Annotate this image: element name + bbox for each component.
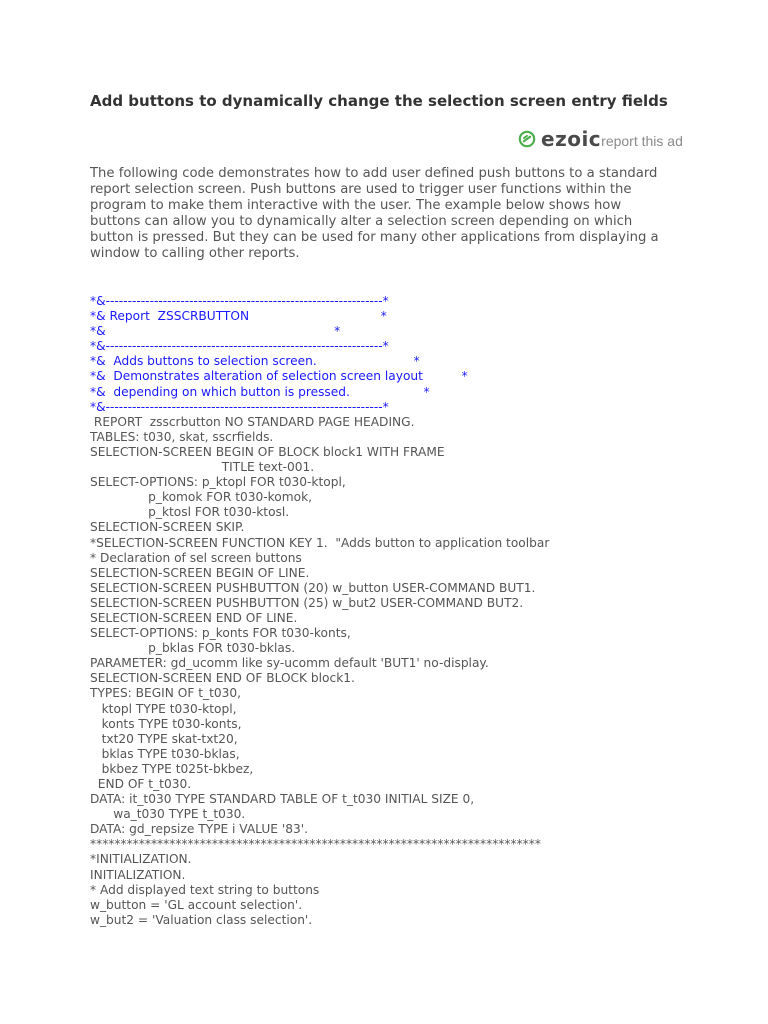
code-line: ************************************************************************** xyxy=(90,837,541,852)
code-comment-line: *& * xyxy=(90,324,341,339)
code-line: INITIALIZATION. xyxy=(90,867,186,882)
code-line: w_but2 = 'Valuation class selection'. xyxy=(90,912,313,927)
code-line: TABLES: t030, skat, sscrfields. xyxy=(90,429,274,444)
code-comment-line: *& Adds buttons to selection screen. * xyxy=(90,354,420,369)
code-line: DATA: it_t030 TYPE STANDARD TABLE OF t_t030 INITIAL SIZE 0, xyxy=(90,792,475,807)
code-comment-line: *&---------------------------------------------------------------* xyxy=(90,399,389,414)
intro-paragraph xyxy=(90,166,690,262)
code-listing xyxy=(90,294,549,928)
code-line: PARAMETER: gd_ucomm like sy-ucomm default 'BUT1' no-display. xyxy=(90,656,489,671)
code-line: * Add displayed text string to buttons xyxy=(90,882,320,897)
code-line: SELECTION-SCREEN END OF BLOCK block1. xyxy=(90,671,355,686)
code-line: bkbez TYPE t025t-bkbez, xyxy=(90,761,254,776)
code-line: SELECTION-SCREEN PUSHBUTTON (25) w_but2 USER-COMMAND BUT2. xyxy=(90,595,524,610)
code-line: SELECTION-SCREEN BEGIN OF LINE. xyxy=(90,565,310,580)
intro-line: window to calling other reports. xyxy=(90,246,300,261)
code-comment-line: *& Report ZSSCRBUTTON * xyxy=(90,309,387,324)
intro-line: buttons can allow you to dynamically alter a selection screen depending on which xyxy=(90,214,633,229)
page-title: Add buttons to dynamically change the selection screen entry fields xyxy=(90,92,668,110)
code-line: w_button = 'GL account selection'. xyxy=(90,897,303,912)
ad-brand: ezoic xyxy=(541,127,602,151)
code-line: p_bklas FOR t030-bklas. xyxy=(90,641,296,656)
code-line: wa_t030 TYPE t_t030. xyxy=(90,807,246,822)
code-line: END OF t_t030. xyxy=(90,777,192,791)
intro-line: report selection screen. Push buttons are used to trigger user functions within the xyxy=(90,182,632,197)
code-line: SELECTION-SCREEN SKIP. xyxy=(90,520,245,535)
ezoic-logo-icon xyxy=(518,130,536,148)
code-line: TYPES: BEGIN OF t_t030, xyxy=(90,686,242,701)
code-line: SELECT-OPTIONS: p_ktopl FOR t030-ktopl, xyxy=(90,475,346,490)
code-comment-line: *& Demonstrates alteration of selection screen layout * xyxy=(90,369,468,384)
code-line: p_komok FOR t030-komok, xyxy=(90,490,313,505)
code-line: SELECTION-SCREEN BEGIN OF BLOCK block1 WITH FRAME xyxy=(90,444,445,459)
intro-line: button is pressed. But they can be used for many other applications from displaying a xyxy=(90,230,659,245)
intro-line: The following code demonstrates how to add user defined push buttons to a standard xyxy=(90,166,658,181)
code-line: konts TYPE t030-konts, xyxy=(90,716,242,731)
code-line: SELECT-OPTIONS: p_konts FOR t030-konts, xyxy=(90,626,351,641)
code-line: REPORT zsscrbutton NO STANDARD PAGE HEADING. xyxy=(90,414,415,429)
code-line: ktopl TYPE t030-ktopl, xyxy=(90,701,237,716)
code-line: TITLE text-001. xyxy=(90,460,315,475)
code-comment-line: *&---------------------------------------------------------------* xyxy=(90,294,389,308)
code-line: SELECTION-SCREEN END OF LINE. xyxy=(90,610,298,625)
ad-attribution[interactable] xyxy=(518,128,683,150)
code-line: *SELECTION-SCREEN FUNCTION KEY 1. "Adds button to application toolbar xyxy=(90,535,550,550)
code-line: DATA: gd_repsize TYPE i VALUE '83'. xyxy=(90,822,308,837)
code-comment-line: *&---------------------------------------------------------------* xyxy=(90,339,389,354)
code-line: p_ktosl FOR t030-ktosl. xyxy=(90,505,290,520)
code-line: bklas TYPE t030-bklas, xyxy=(90,746,240,761)
code-line: *INITIALIZATION. xyxy=(90,852,192,867)
code-line: txt20 TYPE skat-txt20, xyxy=(90,731,238,746)
intro-line: program to make them interactive with the user. The example below shows how xyxy=(90,198,622,213)
code-line: SELECTION-SCREEN PUSHBUTTON (20) w_button USER-COMMAND BUT1. xyxy=(90,580,536,595)
report-ad-link[interactable]: report this ad xyxy=(601,133,683,149)
code-line: * Declaration of sel screen buttons xyxy=(90,550,302,565)
code-comment-line: *& depending on which button is pressed. * xyxy=(90,384,430,399)
